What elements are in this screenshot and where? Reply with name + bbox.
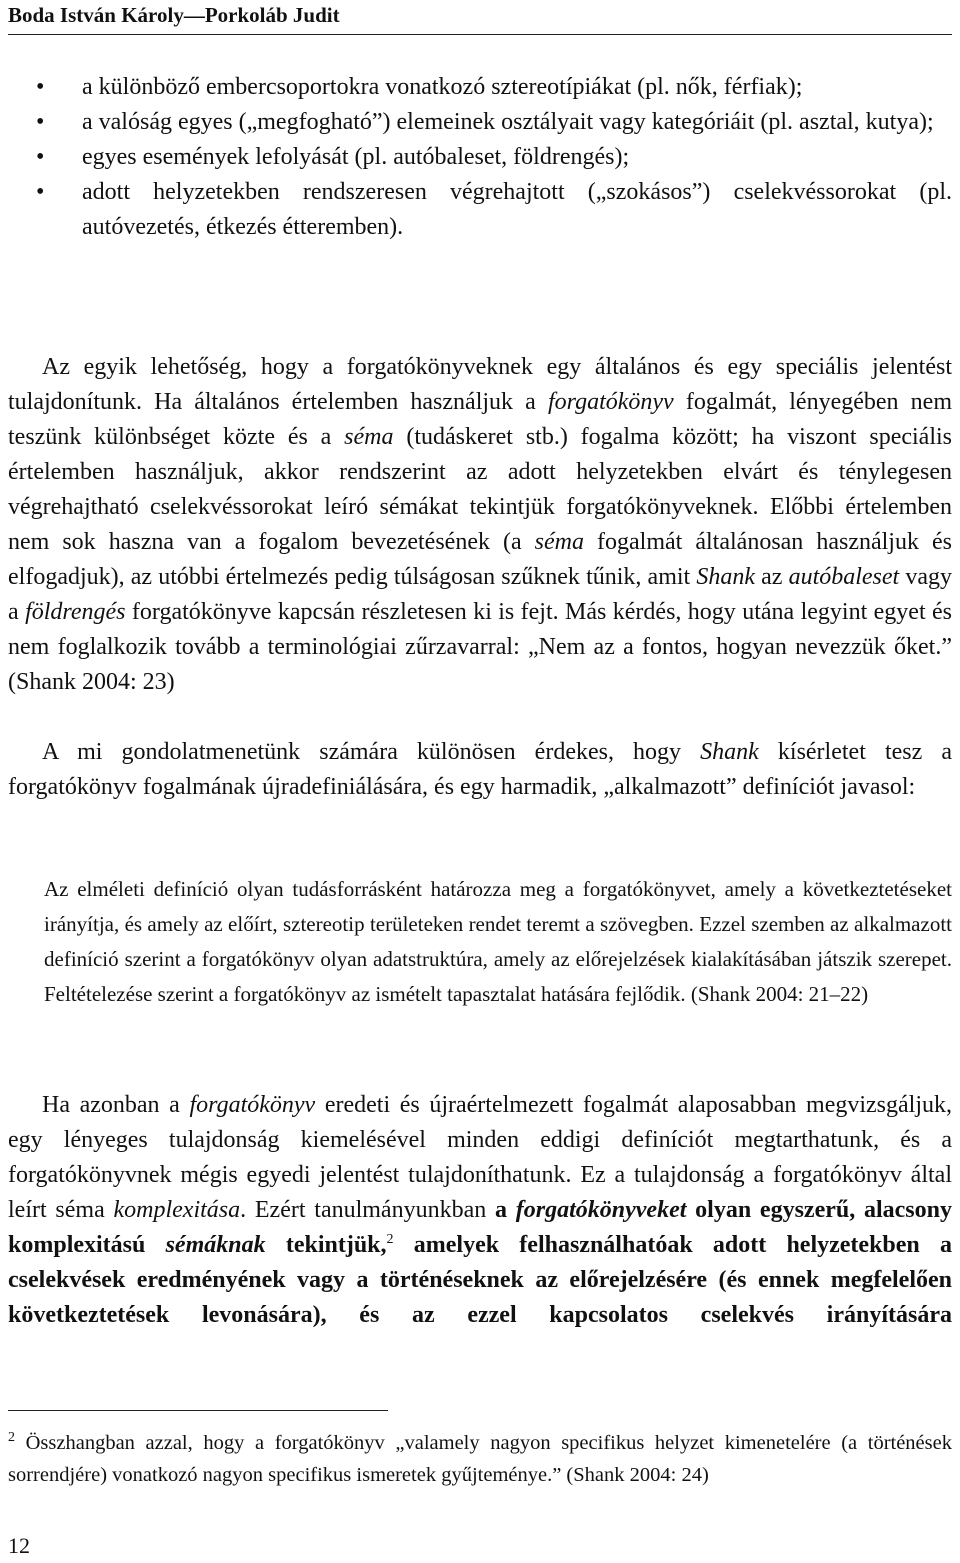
block-quote: Az elméleti definíció olyan tudásforrásként határozza meg a forgatókönyvet, amely a következtetéseket irányítja, és amely az előírt, sztereotip területeken rendet teremt a szövegben. Ezzel szemben az alkalmazott definíció szerint a forgatókönyv olyan adatstruktúra, amely az előrejelzések kialakításában játszik szerepet. Feltételezése szerint a forgatókönyv az ismételt tapasztalat hatására fejlődik. (Shank 2004: 21–22) xyxy=(44,877,952,1006)
footnote-marker[interactable]: 2 xyxy=(386,1232,394,1247)
footnote: $^2$ Összhangban azzal, hogy a forgatókönyv „valamely nagyon specifikus helyzet kimenetelére (a történések sorrendjére) vonatkozó nagyon specifikus ismeretek gyűjteménye.” (Shank 2004: 24) xyxy=(8,1430,952,1486)
running-title: Boda István Károly—Porkoláb Judit xyxy=(8,3,340,27)
footnote-divider xyxy=(8,1410,388,1411)
bullet-item: • a különböző embercsoportokra vonatkozó sztereotípiákat (pl. nők, férfiak); xyxy=(8,70,952,105)
bullet-item: • egyes események lefolyását (pl. autóbaleset, földrengés); xyxy=(8,140,952,175)
paragraph-1: Az egyik lehetőség, hogy a forgatókönyveknek egy általános és egy speciális jelentést tulajdonítunk. Ha általános értelemben használjuk a forgatókönyv fogalmát, lényegében nem teszünk különbséget közte és a séma (tudáskeret stb.) fogalma között; ha viszont speciális értelemben használjuk, akkor rendszerint az adott helyzetekben elvárt és ténylegesen végrehajtható cselekvéssorokat leíró sémákat tekintjük forgatókönyveknek. Előbbi értelemben nem sok haszna van a fogalom bevezetésének (a séma fogalmát általánosan használjuk és elfogadjuk), az utóbbi értelmezés pedig túlságosan szűknek tűnik, amit Shank az autóbaleset vagy a földrengés forgatókönyve kapcsán részletesen ki is fejt. Más kérdés, hogy utána legyint egyet és nem foglalkozik tovább a terminológiai zűrzavarral: „Nem az a fontos, hogyan nevezzük őket.” (Shank 2004: 23) xyxy=(8,354,953,695)
paragraph-3: Ha azonban a forgatókönyv eredeti és újraértelmezett fogalmát alaposabban megvizsgáljuk, egy lényeges tulajdonság kiemelésével minden eddigi definíciót megtarthatunk, és a forgatókönyvnek mégis egyedi jelentést tulajdoníthatunk. Ez a tulajdonság a forgatókönyv által leírt séma komplexitása. Ezért tanulmányunkban a forgatókönyveket olyan egyszerű, alacsony komplexitású sémáknak tekintjük,$^2$ amelyek felhasználhatóak adott helyzetekben a cselekvések eredményének vagy a történéseknek az előrejelzésére (és ennek megfelelően következtetések levonására), és az ezzel kapcsolatos cselekvés irányítására xyxy=(8,1092,953,1328)
bullet-list xyxy=(8,70,952,245)
page-number: 12 xyxy=(8,1533,30,1558)
footnote-number: 2 xyxy=(8,1430,15,1446)
paragraph-2: A mi gondolatmenetünk számára különösen érdekes, hogy Shank kísérletet tesz a forgatókönyv fogalmának újradefiniálására, és egy harmadik, „alkalmazott” definíciót javasol: xyxy=(8,739,953,800)
running-header xyxy=(8,0,952,35)
bullet-item: • a valóság egyes („megfogható”) elemeinek osztályait vagy kategóriáit (pl. asztal, kutya); xyxy=(8,105,952,140)
bullet-item: • adott helyzetekben rendszeresen végrehajtott („szokásos”) cselekvéssorokat (pl. autóvezetés, étkezés étteremben). xyxy=(8,175,952,245)
